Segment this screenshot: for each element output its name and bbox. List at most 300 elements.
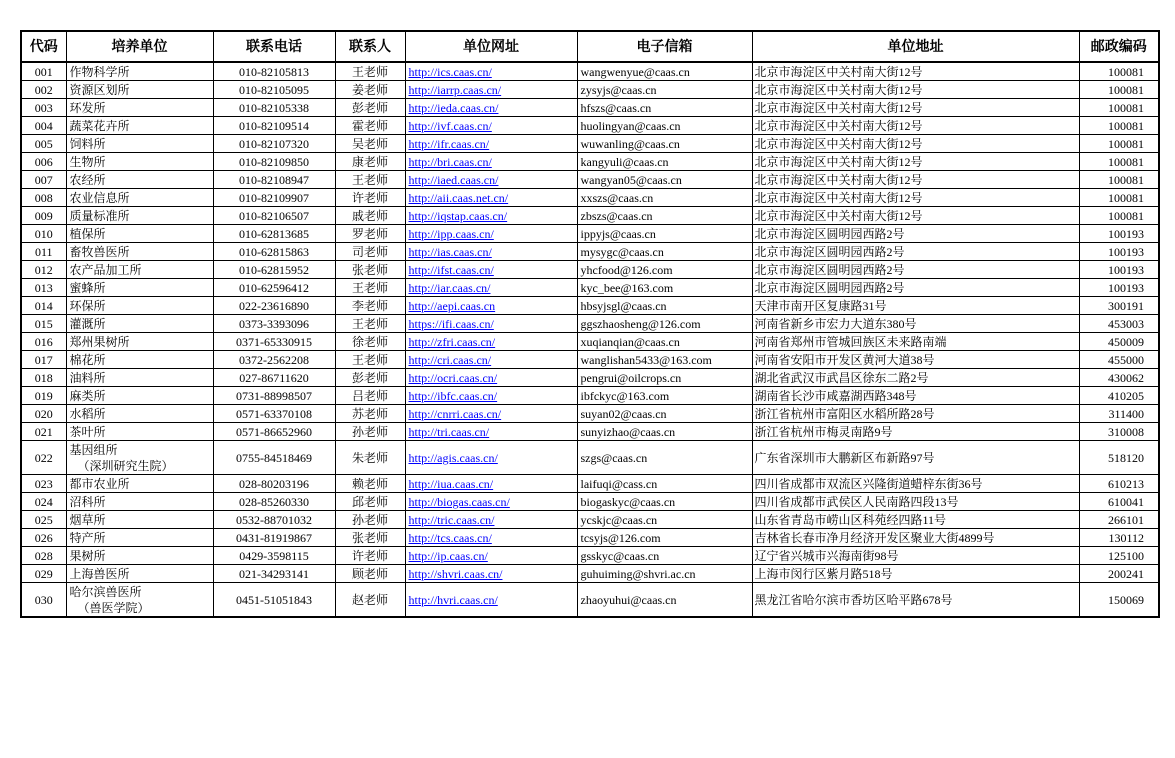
unit-name: 农经所 bbox=[69, 172, 106, 187]
unit-name: 麻类所 bbox=[69, 388, 106, 403]
cell-address: 上海市闵行区紫月路518号 bbox=[752, 565, 1079, 583]
cell-email: xxszs@caas.cn bbox=[577, 189, 752, 207]
header-zip: 邮政编码 bbox=[1079, 31, 1159, 62]
cell-contact: 苏老师 bbox=[335, 405, 405, 423]
cell-url bbox=[405, 279, 577, 297]
cell-address: 湖北省武汉市武昌区徐东二路2号 bbox=[752, 369, 1079, 387]
website-link[interactable]: http://aii.caas.net.cn/ bbox=[408, 190, 509, 205]
cell-email: pengrui@oilcrops.cn bbox=[577, 369, 752, 387]
unit-name: 资源区划所 bbox=[69, 82, 130, 97]
cell-email: laifuqi@cass.cn bbox=[577, 475, 752, 493]
cell-email: suyan02@caas.cn bbox=[577, 405, 752, 423]
cell-code: 011 bbox=[21, 243, 66, 261]
cell-unit bbox=[66, 351, 213, 369]
unit-name: 饲料所 bbox=[69, 136, 106, 151]
cell-phone: 0371-65330915 bbox=[213, 333, 335, 351]
website-link[interactable]: http://tcs.caas.cn/ bbox=[408, 530, 492, 545]
cell-code: 023 bbox=[21, 475, 66, 493]
cell-contact: 顾老师 bbox=[335, 565, 405, 583]
unit-name: 水稻所 bbox=[69, 406, 106, 421]
cell-url bbox=[405, 369, 577, 387]
cell-phone: 0431-81919867 bbox=[213, 529, 335, 547]
unit-name: 植保所 bbox=[69, 226, 106, 241]
cell-zip: 100081 bbox=[1079, 117, 1159, 135]
cell-contact: 徐老师 bbox=[335, 333, 405, 351]
cell-address: 北京市海淀区中关村南大街12号 bbox=[752, 62, 1079, 81]
cell-zip: 410205 bbox=[1079, 387, 1159, 405]
cell-code: 012 bbox=[21, 261, 66, 279]
website-link[interactable]: http://ocri.caas.cn/ bbox=[408, 370, 498, 385]
table-row bbox=[21, 423, 1159, 441]
cell-url bbox=[405, 475, 577, 493]
cell-contact: 彭老师 bbox=[335, 369, 405, 387]
cell-phone: 010-82108947 bbox=[213, 171, 335, 189]
cell-zip: 455000 bbox=[1079, 351, 1159, 369]
cell-unit bbox=[66, 243, 213, 261]
cell-address: 广东省深圳市大鹏新区布新路97号 bbox=[752, 441, 1079, 475]
cell-phone: 010-82106507 bbox=[213, 207, 335, 225]
cell-unit bbox=[66, 62, 213, 81]
unit-name: 基因组所 bbox=[69, 442, 118, 457]
cell-contact: 赵老师 bbox=[335, 583, 405, 618]
cell-phone: 0451-51051843 bbox=[213, 583, 335, 618]
table-row bbox=[21, 153, 1159, 171]
cell-contact: 赖老师 bbox=[335, 475, 405, 493]
cell-phone: 0755-84518469 bbox=[213, 441, 335, 475]
cell-email: kyc_bee@163.com bbox=[577, 279, 752, 297]
cell-phone: 027-86711620 bbox=[213, 369, 335, 387]
unit-name: 茶叶所 bbox=[69, 424, 106, 439]
cell-code: 020 bbox=[21, 405, 66, 423]
table-row bbox=[21, 81, 1159, 99]
website-link[interactable]: http://tri.caas.cn/ bbox=[408, 424, 490, 439]
cell-unit bbox=[66, 475, 213, 493]
cell-contact: 吕老师 bbox=[335, 387, 405, 405]
cell-url bbox=[405, 333, 577, 351]
cell-phone: 022-23616890 bbox=[213, 297, 335, 315]
cell-email: gsskyc@caas.cn bbox=[577, 547, 752, 565]
cell-email: wangyan05@caas.cn bbox=[577, 171, 752, 189]
table-row bbox=[21, 261, 1159, 279]
cell-url bbox=[405, 135, 577, 153]
header-contact: 联系人 bbox=[335, 31, 405, 62]
table-row bbox=[21, 62, 1159, 81]
cell-contact: 王老师 bbox=[335, 171, 405, 189]
cell-url bbox=[405, 441, 577, 475]
cell-code: 016 bbox=[21, 333, 66, 351]
cell-code: 005 bbox=[21, 135, 66, 153]
cell-email: xuqianqian@caas.cn bbox=[577, 333, 752, 351]
website-link[interactable]: http://tric.caas.cn/ bbox=[408, 512, 495, 527]
cell-phone: 0532-88701032 bbox=[213, 511, 335, 529]
cell-email: hbsyjsgl@caas.cn bbox=[577, 297, 752, 315]
cell-zip: 150069 bbox=[1079, 583, 1159, 618]
website-link[interactable]: http://ip.caas.cn/ bbox=[408, 548, 488, 563]
cell-phone: 0731-88998507 bbox=[213, 387, 335, 405]
table-body bbox=[21, 62, 1159, 617]
table-row bbox=[21, 565, 1159, 583]
unit-name: 生物所 bbox=[69, 154, 106, 169]
cell-contact: 张老师 bbox=[335, 529, 405, 547]
cell-address: 北京市海淀区中关村南大街12号 bbox=[752, 189, 1079, 207]
header-code: 代码 bbox=[21, 31, 66, 62]
cell-contact: 王老师 bbox=[335, 279, 405, 297]
website-link[interactable]: http://hvri.caas.cn/ bbox=[408, 592, 498, 607]
cell-address: 北京市海淀区圆明园西路2号 bbox=[752, 279, 1079, 297]
cell-contact: 李老师 bbox=[335, 297, 405, 315]
website-link[interactable]: http://bri.caas.cn/ bbox=[408, 154, 492, 169]
cell-url bbox=[405, 117, 577, 135]
table-row bbox=[21, 387, 1159, 405]
cell-code: 004 bbox=[21, 117, 66, 135]
cell-code: 025 bbox=[21, 511, 66, 529]
cell-code: 015 bbox=[21, 315, 66, 333]
table-row bbox=[21, 117, 1159, 135]
cell-contact: 王老师 bbox=[335, 351, 405, 369]
cell-zip: 266101 bbox=[1079, 511, 1159, 529]
cell-unit bbox=[66, 261, 213, 279]
cell-zip: 100081 bbox=[1079, 171, 1159, 189]
header-phone: 联系电话 bbox=[213, 31, 335, 62]
unit-name: 特产所 bbox=[69, 530, 106, 545]
cell-url bbox=[405, 99, 577, 117]
cell-phone: 0571-63370108 bbox=[213, 405, 335, 423]
table-row bbox=[21, 369, 1159, 387]
table-row bbox=[21, 529, 1159, 547]
cell-email: szgs@caas.cn bbox=[577, 441, 752, 475]
cell-email: ippyjs@caas.cn bbox=[577, 225, 752, 243]
table-row bbox=[21, 511, 1159, 529]
cell-code: 009 bbox=[21, 207, 66, 225]
cell-code: 030 bbox=[21, 583, 66, 618]
cell-phone: 021-34293141 bbox=[213, 565, 335, 583]
contact-table bbox=[20, 30, 1160, 618]
unit-name: 农产品加工所 bbox=[69, 262, 142, 277]
cell-zip: 100193 bbox=[1079, 279, 1159, 297]
cell-code: 010 bbox=[21, 225, 66, 243]
cell-address: 浙江省杭州市富阳区水稻所路28号 bbox=[752, 405, 1079, 423]
unit-name: 畜牧兽医所 bbox=[69, 244, 130, 259]
cell-email: zbszs@caas.cn bbox=[577, 207, 752, 225]
cell-zip: 518120 bbox=[1079, 441, 1159, 475]
cell-email: tcsyjs@126.com bbox=[577, 529, 752, 547]
cell-email: guhuiming@shvri.ac.cn bbox=[577, 565, 752, 583]
cell-address: 北京市海淀区圆明园西路2号 bbox=[752, 261, 1079, 279]
cell-contact: 孙老师 bbox=[335, 423, 405, 441]
cell-phone: 010-62813685 bbox=[213, 225, 335, 243]
website-link[interactable]: http://ifst.caas.cn/ bbox=[408, 262, 494, 277]
cell-code: 019 bbox=[21, 387, 66, 405]
table-row bbox=[21, 243, 1159, 261]
cell-phone: 010-62815952 bbox=[213, 261, 335, 279]
cell-url bbox=[405, 565, 577, 583]
table-row bbox=[21, 493, 1159, 511]
cell-email: huolingyan@caas.cn bbox=[577, 117, 752, 135]
cell-contact: 吴老师 bbox=[335, 135, 405, 153]
cell-email: kangyuli@caas.cn bbox=[577, 153, 752, 171]
table-row bbox=[21, 405, 1159, 423]
website-link[interactable]: http://ifr.caas.cn/ bbox=[408, 136, 490, 151]
unit-name: 油料所 bbox=[69, 370, 106, 385]
cell-zip: 100081 bbox=[1079, 99, 1159, 117]
cell-address: 河南省新乡市宏力大道东380号 bbox=[752, 315, 1079, 333]
cell-code: 002 bbox=[21, 81, 66, 99]
cell-phone: 010-82105338 bbox=[213, 99, 335, 117]
cell-url bbox=[405, 583, 577, 618]
cell-contact: 孙老师 bbox=[335, 511, 405, 529]
cell-zip: 100193 bbox=[1079, 225, 1159, 243]
website-link[interactable]: http://cnrri.caas.cn/ bbox=[408, 406, 502, 421]
cell-address: 浙江省杭州市梅灵南路9号 bbox=[752, 423, 1079, 441]
unit-name: 蔬菜花卉所 bbox=[69, 118, 130, 133]
website-link[interactable]: http://iaed.caas.cn/ bbox=[408, 172, 499, 187]
cell-url bbox=[405, 207, 577, 225]
table-row bbox=[21, 475, 1159, 493]
contact-table-container bbox=[20, 30, 1160, 618]
cell-phone: 0429-3598115 bbox=[213, 547, 335, 565]
cell-code: 021 bbox=[21, 423, 66, 441]
cell-zip: 453003 bbox=[1079, 315, 1159, 333]
cell-unit bbox=[66, 441, 213, 475]
cell-code: 003 bbox=[21, 99, 66, 117]
website-link[interactable]: http://ipp.caas.cn/ bbox=[408, 226, 494, 241]
unit-name: 质量标准所 bbox=[69, 208, 130, 223]
cell-contact: 张老师 bbox=[335, 261, 405, 279]
cell-zip: 100193 bbox=[1079, 243, 1159, 261]
cell-email: zhaoyuhui@caas.cn bbox=[577, 583, 752, 618]
cell-url bbox=[405, 297, 577, 315]
unit-name: 灌溉所 bbox=[69, 316, 106, 331]
unit-name: 棉花所 bbox=[69, 352, 106, 367]
cell-unit bbox=[66, 493, 213, 511]
cell-zip: 430062 bbox=[1079, 369, 1159, 387]
cell-code: 001 bbox=[21, 62, 66, 81]
cell-code: 013 bbox=[21, 279, 66, 297]
cell-code: 006 bbox=[21, 153, 66, 171]
cell-code: 026 bbox=[21, 529, 66, 547]
unit-name: 上海兽医所 bbox=[69, 566, 130, 581]
cell-unit bbox=[66, 529, 213, 547]
cell-address: 山东省青岛市崂山区科苑经四路11号 bbox=[752, 511, 1079, 529]
cell-phone: 028-85260330 bbox=[213, 493, 335, 511]
table-row bbox=[21, 441, 1159, 475]
table-row bbox=[21, 135, 1159, 153]
cell-phone: 010-62815863 bbox=[213, 243, 335, 261]
cell-phone: 010-62596412 bbox=[213, 279, 335, 297]
cell-address: 北京市海淀区中关村南大街12号 bbox=[752, 207, 1079, 225]
unit-name: 环保所 bbox=[69, 298, 106, 313]
cell-code: 007 bbox=[21, 171, 66, 189]
unit-subname: （兽医学院） bbox=[77, 600, 150, 615]
cell-address: 辽宁省兴城市兴海南街98号 bbox=[752, 547, 1079, 565]
cell-url bbox=[405, 153, 577, 171]
cell-zip: 125100 bbox=[1079, 547, 1159, 565]
cell-contact: 戚老师 bbox=[335, 207, 405, 225]
cell-address: 北京市海淀区中关村南大街12号 bbox=[752, 117, 1079, 135]
cell-code: 018 bbox=[21, 369, 66, 387]
table-row bbox=[21, 171, 1159, 189]
cell-code: 024 bbox=[21, 493, 66, 511]
cell-zip: 100081 bbox=[1079, 153, 1159, 171]
table-row bbox=[21, 351, 1159, 369]
cell-unit bbox=[66, 333, 213, 351]
cell-code: 014 bbox=[21, 297, 66, 315]
cell-unit bbox=[66, 405, 213, 423]
website-link[interactable]: http://ibfc.caas.cn/ bbox=[408, 388, 498, 403]
unit-name: 沼科所 bbox=[69, 494, 106, 509]
cell-unit bbox=[66, 315, 213, 333]
cell-zip: 200241 bbox=[1079, 565, 1159, 583]
cell-url bbox=[405, 189, 577, 207]
cell-unit bbox=[66, 171, 213, 189]
cell-email: mysygc@caas.cn bbox=[577, 243, 752, 261]
cell-address: 湖南省长沙市咸嘉湖西路348号 bbox=[752, 387, 1079, 405]
cell-zip: 100081 bbox=[1079, 189, 1159, 207]
cell-phone: 010-82107320 bbox=[213, 135, 335, 153]
cell-contact: 姜老师 bbox=[335, 81, 405, 99]
header-address: 单位地址 bbox=[752, 31, 1079, 62]
cell-url bbox=[405, 529, 577, 547]
cell-url bbox=[405, 547, 577, 565]
cell-zip: 610041 bbox=[1079, 493, 1159, 511]
cell-address: 北京市海淀区圆明园西路2号 bbox=[752, 225, 1079, 243]
table-row bbox=[21, 279, 1159, 297]
cell-unit bbox=[66, 547, 213, 565]
table-row bbox=[21, 225, 1159, 243]
cell-unit bbox=[66, 297, 213, 315]
cell-email: ggszhaosheng@126.com bbox=[577, 315, 752, 333]
website-link[interactable]: http://shvri.caas.cn/ bbox=[408, 566, 503, 581]
unit-name: 作物科学所 bbox=[69, 64, 130, 79]
cell-address: 四川省成都市武侯区人民南路四段13号 bbox=[752, 493, 1079, 511]
unit-name: 烟草所 bbox=[69, 512, 106, 527]
cell-email: wangwenyue@caas.cn bbox=[577, 62, 752, 81]
cell-url bbox=[405, 315, 577, 333]
cell-unit bbox=[66, 369, 213, 387]
website-link[interactable]: http://cri.caas.cn/ bbox=[408, 352, 492, 367]
cell-unit bbox=[66, 135, 213, 153]
website-link[interactable]: http://ivf.caas.cn/ bbox=[408, 118, 492, 133]
cell-zip: 130112 bbox=[1079, 529, 1159, 547]
cell-zip: 100081 bbox=[1079, 207, 1159, 225]
cell-address: 黑龙江省哈尔滨市香坊区哈平路678号 bbox=[752, 583, 1079, 618]
website-link[interactable]: http://ias.caas.cn/ bbox=[408, 244, 492, 259]
cell-unit bbox=[66, 189, 213, 207]
cell-email: hfszs@caas.cn bbox=[577, 99, 752, 117]
cell-email: ycskjc@caas.cn bbox=[577, 511, 752, 529]
cell-contact: 罗老师 bbox=[335, 225, 405, 243]
cell-phone: 028-80203196 bbox=[213, 475, 335, 493]
cell-address: 河南省郑州市管城回族区未来路南端 bbox=[752, 333, 1079, 351]
cell-code: 008 bbox=[21, 189, 66, 207]
cell-zip: 311400 bbox=[1079, 405, 1159, 423]
website-link[interactable]: http://ics.caas.cn/ bbox=[408, 64, 492, 79]
table-row bbox=[21, 297, 1159, 315]
cell-unit bbox=[66, 565, 213, 583]
cell-unit bbox=[66, 81, 213, 99]
unit-name: 都市农业所 bbox=[69, 476, 130, 491]
website-link[interactable]: http://iua.caas.cn/ bbox=[408, 476, 494, 491]
cell-contact: 邱老师 bbox=[335, 493, 405, 511]
cell-unit bbox=[66, 99, 213, 117]
website-link[interactable]: http://ieda.caas.cn/ bbox=[408, 100, 499, 115]
cell-url bbox=[405, 387, 577, 405]
cell-url bbox=[405, 405, 577, 423]
table-row bbox=[21, 333, 1159, 351]
cell-zip: 100193 bbox=[1079, 261, 1159, 279]
table-row bbox=[21, 189, 1159, 207]
cell-address: 北京市海淀区中关村南大街12号 bbox=[752, 99, 1079, 117]
cell-contact: 彭老师 bbox=[335, 99, 405, 117]
cell-contact: 许老师 bbox=[335, 189, 405, 207]
table-row bbox=[21, 583, 1159, 618]
cell-email: ibfckyc@163.com bbox=[577, 387, 752, 405]
cell-phone: 0372-2562208 bbox=[213, 351, 335, 369]
header-unit: 培养单位 bbox=[66, 31, 213, 62]
cell-url bbox=[405, 225, 577, 243]
cell-phone: 0373-3393096 bbox=[213, 315, 335, 333]
cell-zip: 450009 bbox=[1079, 333, 1159, 351]
website-link[interactable]: http://iqstap.caas.cn/ bbox=[408, 208, 508, 223]
cell-url bbox=[405, 511, 577, 529]
cell-unit bbox=[66, 225, 213, 243]
unit-name: 蜜蜂所 bbox=[69, 280, 106, 295]
unit-name: 农业信息所 bbox=[69, 190, 130, 205]
table-row bbox=[21, 99, 1159, 117]
cell-contact: 王老师 bbox=[335, 315, 405, 333]
cell-contact: 霍老师 bbox=[335, 117, 405, 135]
website-link[interactable]: https://ifi.caas.cn/ bbox=[408, 316, 494, 331]
website-link[interactable]: http://agis.caas.cn/ bbox=[408, 450, 498, 465]
cell-unit bbox=[66, 207, 213, 225]
website-link[interactable]: http://biogas.caas.cn/ bbox=[408, 494, 510, 509]
cell-address: 天津市南开区复康路31号 bbox=[752, 297, 1079, 315]
cell-code: 022 bbox=[21, 441, 66, 475]
website-link[interactable]: http://iarrp.caas.cn/ bbox=[408, 82, 502, 97]
table-row bbox=[21, 207, 1159, 225]
cell-email: wuwanling@caas.cn bbox=[577, 135, 752, 153]
cell-url bbox=[405, 81, 577, 99]
unit-name: 果树所 bbox=[69, 548, 106, 563]
cell-unit bbox=[66, 511, 213, 529]
cell-address: 吉林省长春市净月经济开发区聚业大街4899号 bbox=[752, 529, 1079, 547]
website-link[interactable]: http://aepi.caas.cn bbox=[408, 298, 496, 313]
cell-contact: 司老师 bbox=[335, 243, 405, 261]
cell-email: biogaskyc@caas.cn bbox=[577, 493, 752, 511]
cell-address: 北京市海淀区中关村南大街12号 bbox=[752, 81, 1079, 99]
cell-phone: 010-82109907 bbox=[213, 189, 335, 207]
cell-address: 北京市海淀区中关村南大街12号 bbox=[752, 171, 1079, 189]
cell-zip: 300191 bbox=[1079, 297, 1159, 315]
cell-address: 北京市海淀区中关村南大街12号 bbox=[752, 135, 1079, 153]
cell-unit bbox=[66, 279, 213, 297]
cell-zip: 310008 bbox=[1079, 423, 1159, 441]
cell-url bbox=[405, 62, 577, 81]
cell-code: 017 bbox=[21, 351, 66, 369]
website-link[interactable]: http://zfri.caas.cn/ bbox=[408, 334, 496, 349]
unit-name: 哈尔滨兽医所 bbox=[69, 584, 142, 599]
cell-url bbox=[405, 423, 577, 441]
cell-phone: 0571-86652960 bbox=[213, 423, 335, 441]
cell-phone: 010-82109514 bbox=[213, 117, 335, 135]
cell-email: zysyjs@caas.cn bbox=[577, 81, 752, 99]
cell-unit bbox=[66, 583, 213, 618]
table-row bbox=[21, 547, 1159, 565]
cell-zip: 100081 bbox=[1079, 81, 1159, 99]
unit-name: 环发所 bbox=[69, 100, 106, 115]
unit-subname: （深圳研究生院） bbox=[77, 458, 174, 473]
website-link[interactable]: http://iar.caas.cn/ bbox=[408, 280, 491, 295]
